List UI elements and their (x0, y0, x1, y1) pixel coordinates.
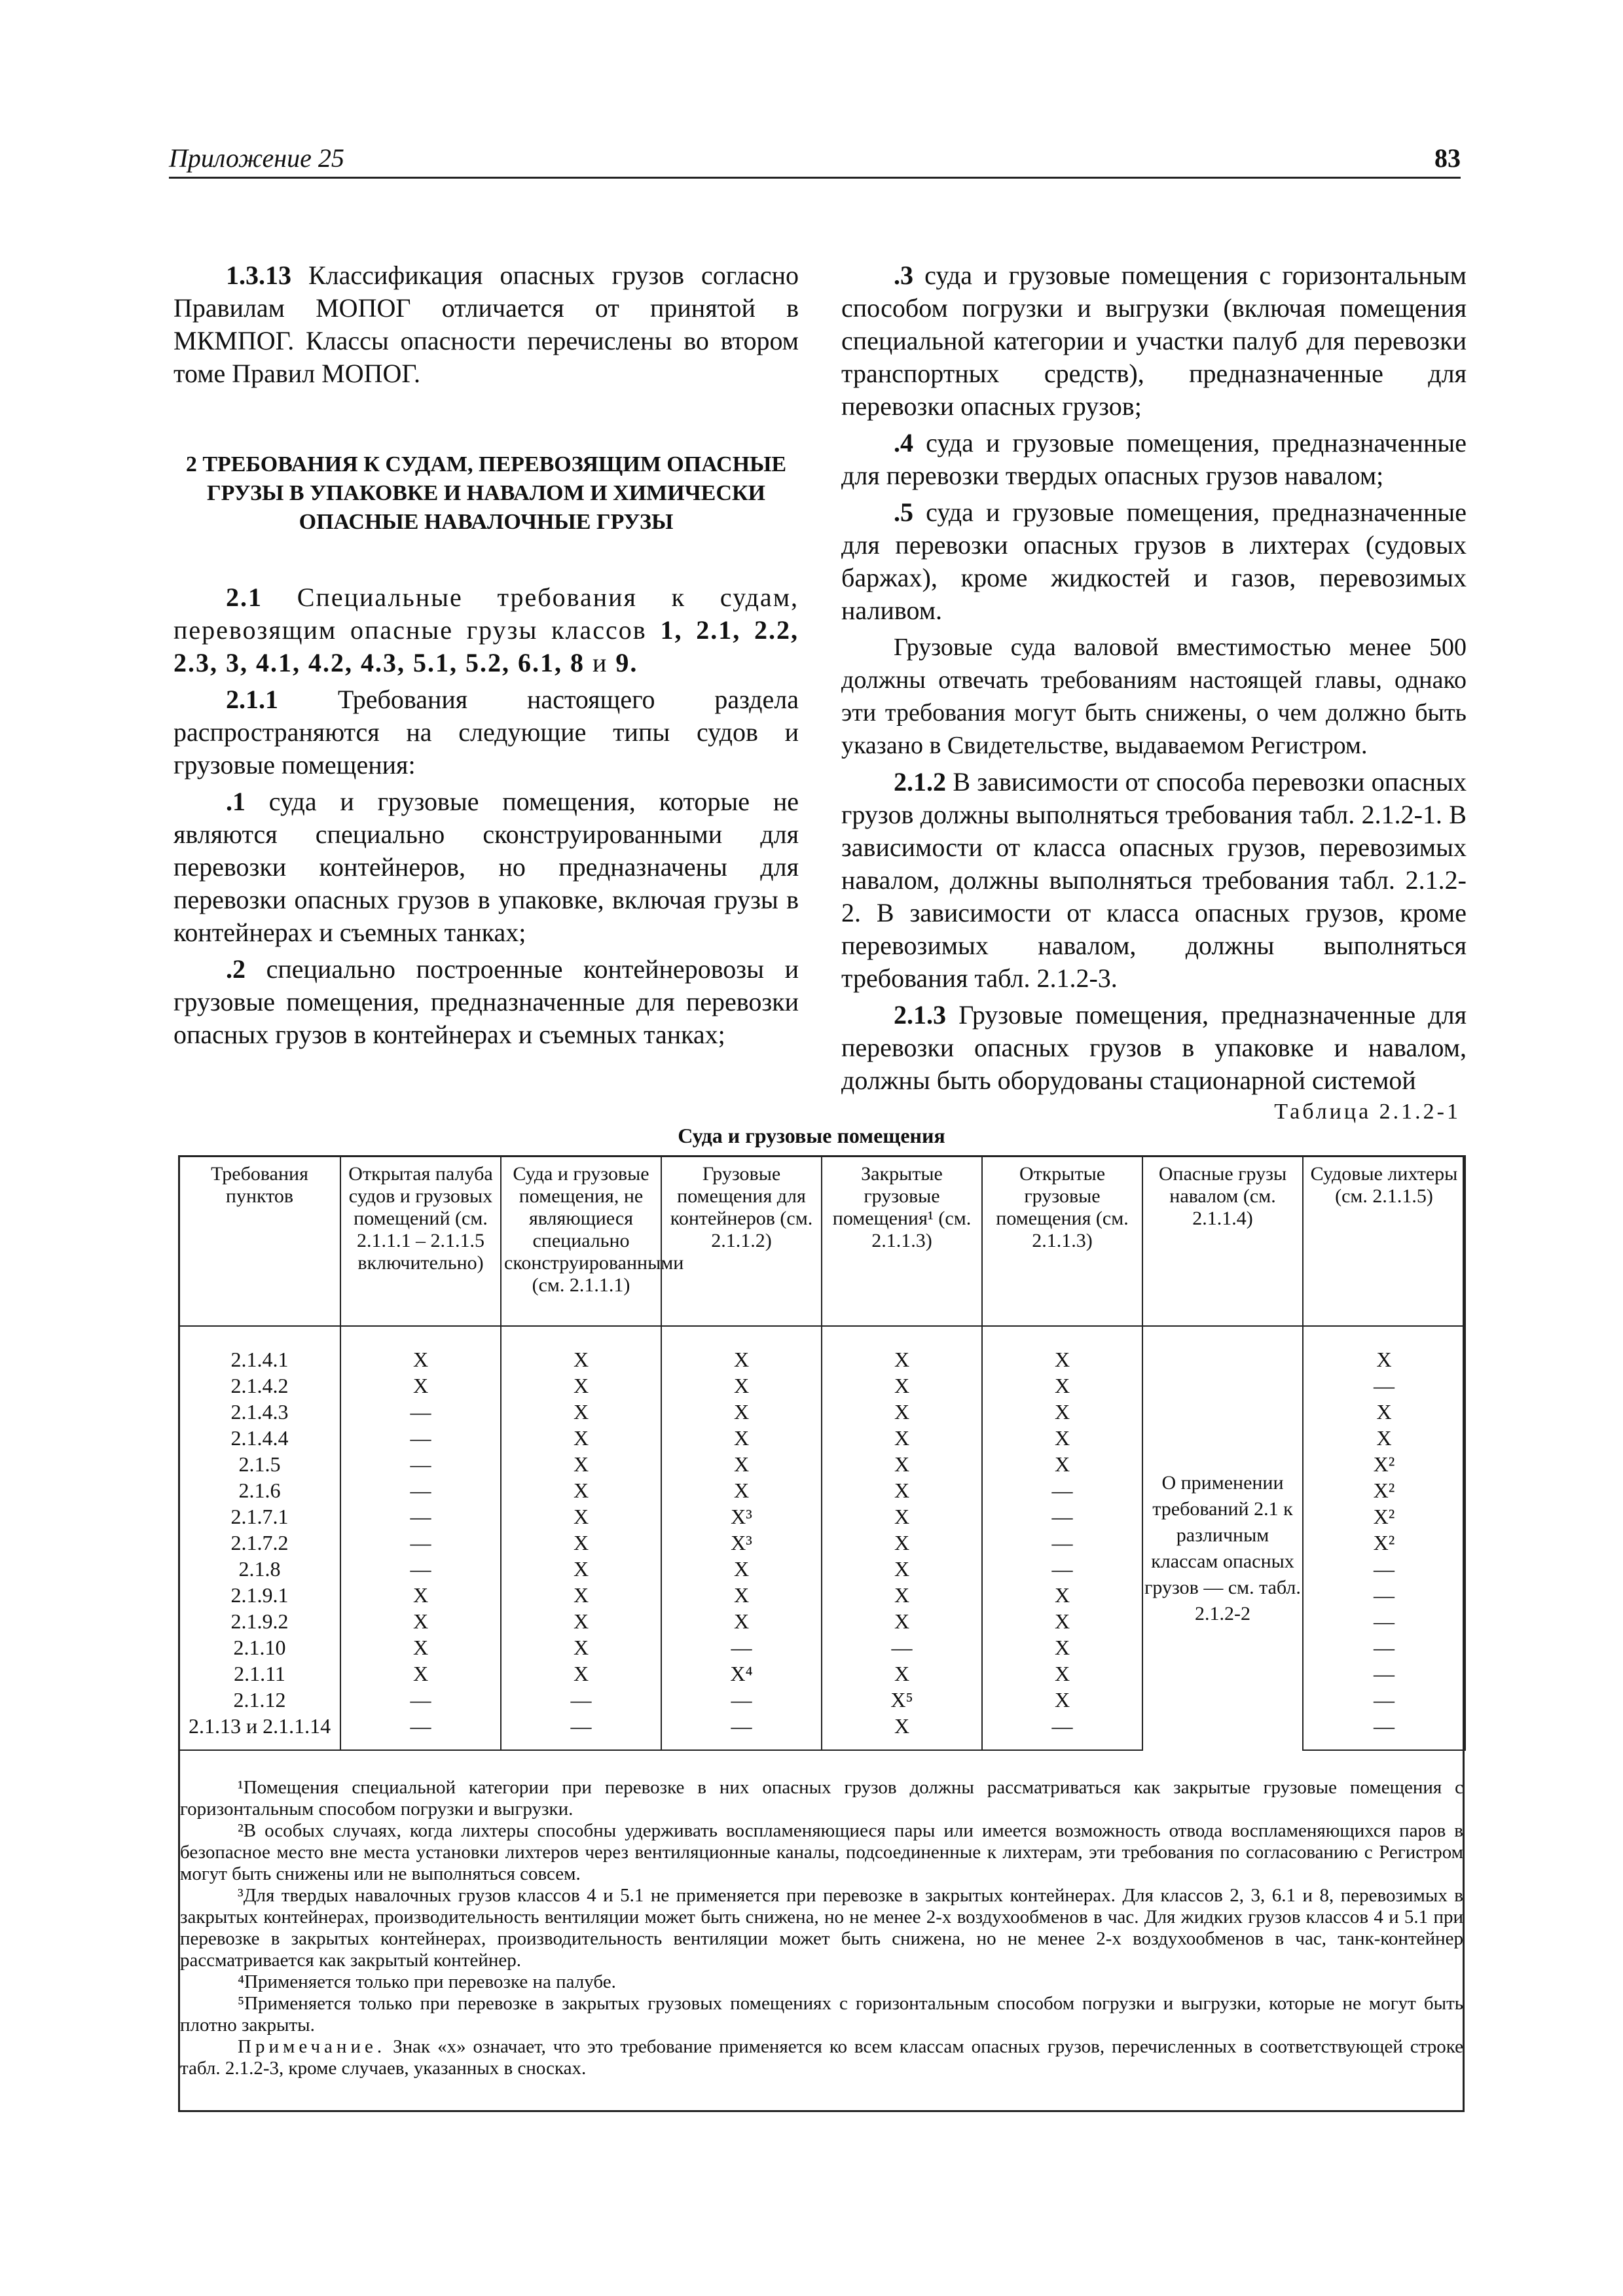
table-cell: — (982, 1556, 1142, 1582)
paragraph-text: В зависимости от способа перевозки опасных грузов должны выполняться требования табл. 2.1.2-1. В зависимости от класса опасных грузов, перевозимых навалом, должны выполняться требования табл. 2.1.2-2. В зависимости от класса опасных грузов, кроме перевозимых навалом, должны выполняться требования табл. 2.1.2-3. (841, 767, 1467, 993)
table-cell: X (661, 1451, 822, 1477)
item-number: .1 (226, 787, 246, 816)
table-header-row (179, 1155, 1465, 1326)
section-title: 2 ТРЕБОВАНИЯ К СУДАМ, ПЕРЕВОЗЯЩИМ ОПАСНЫЕ ГРУЗЫ В УПАКОВКЕ И НАВАЛОМ И ХИМИЧЕСКИ ОПАСНЫЕ НАВАЛОЧНЫЕ ГРУЗЫ (185, 452, 787, 534)
item-number: .3 (894, 260, 913, 290)
table-cell: X² (1303, 1530, 1465, 1556)
class-last: 9. (615, 648, 638, 677)
item-text: суда и грузовые помещения, которые не являются специально сконструированными для перевозки контейнеров, но предназначены для перевозки опасных грузов в упаковке, включая грузы в контейнерах и съемных танках; (173, 787, 799, 947)
table-cell: X (982, 1687, 1142, 1713)
paragraph-2-1-1 (173, 683, 799, 781)
table-cell: X (340, 1326, 501, 1372)
table-cell: X (501, 1372, 661, 1399)
row-label-cell: 2.1.4.2 (179, 1372, 340, 1399)
item-text: суда и грузовые помещения, предназначенные для перевозки твердых опасных грузов навалом; (841, 428, 1467, 490)
table-cell: X (340, 1582, 501, 1608)
header-rule (169, 177, 1461, 179)
table-cell: — (1303, 1608, 1465, 1634)
header-cell: Суда и грузовые помещения, не являющиеся специально сконструированными (см. 2.1.1.1) (501, 1155, 661, 1326)
paragraph-small-ships: Грузовые суда валовой вместимостью менее 500 должны отвечать требованиям настоящей главы, однако эти требования могут быть снижены, о чем должно быть указано в Свидетельстве, выдаваемом Регистром. (841, 634, 1467, 759)
table-cell: X (661, 1582, 822, 1608)
table-cell: — (340, 1425, 501, 1451)
list-item-5 (841, 496, 1467, 627)
table-cell: X (982, 1608, 1142, 1634)
table-note (180, 2036, 1463, 2079)
table-cell: — (1303, 1687, 1465, 1713)
table-cell: X (501, 1477, 661, 1503)
table-cell: X³ (661, 1530, 822, 1556)
table-cell: — (340, 1503, 501, 1530)
row-label-cell: 2.1.4.3 (179, 1399, 340, 1425)
table-cell: X (1303, 1425, 1465, 1451)
table-cell: — (340, 1399, 501, 1425)
row-label-cell: 2.1.4.4 (179, 1425, 340, 1451)
clause-number: 2.1 (226, 583, 263, 612)
left-column (173, 259, 799, 1055)
table-cell: X (822, 1660, 982, 1687)
table-cell: X (822, 1503, 982, 1530)
table-cell: — (340, 1713, 501, 1750)
header-cell: Грузовые помещения для контейнеров (см. 2.1.1.2) (661, 1155, 822, 1326)
table-cell: — (822, 1634, 982, 1660)
header-cell: Открытые грузовые помещения (см. 2.1.1.3) (982, 1155, 1142, 1326)
table-cell: X (501, 1582, 661, 1608)
list-item-3 (841, 259, 1467, 423)
table-cell: X (982, 1582, 1142, 1608)
row-label-cell: 2.1.4.1 (179, 1326, 340, 1372)
list-item-2 (173, 953, 799, 1051)
table-row (179, 1326, 1465, 1372)
footnote: ²В особых случаях, когда лихтеры способны удерживать воспламеняющиеся пары или имеется возможность отвода воспламеняющихся паров в безопасное место вне места установки лихтеров через вентиляционные каналы, подсоединенные к лихтерам, эти требования по согласованию с Регистром могут быть снижены или не выполняться совсем. (180, 1820, 1463, 1884)
table-cell: X (501, 1399, 661, 1425)
footnote: ¹Помещения специальной категории при перевозке в них опасных грузов должны рассматриваться как закрытые грузовые помещения с горизонтальным способом погрузки и выгрузки. (180, 1777, 1463, 1820)
table-cell: X (340, 1634, 501, 1660)
list-item-4 (841, 427, 1467, 492)
note-label: Примечание. (238, 2036, 386, 2057)
table-body (179, 1326, 1465, 1750)
paragraph-text: Специальные требования к судам, перевозящим опасные грузы классов (173, 583, 799, 645)
row-label-cell: 2.1.7.1 (179, 1503, 340, 1530)
list-item-1 (173, 785, 799, 949)
item-number: .4 (894, 428, 913, 457)
table-cell: — (982, 1503, 1142, 1530)
row-label-cell: 2.1.13 и 2.1.1.14 (179, 1713, 340, 1750)
table-cell: X (501, 1556, 661, 1582)
table-cell: X (982, 1660, 1142, 1687)
header-cell: Требования пунктов (179, 1155, 340, 1326)
paragraph-2-1 (173, 581, 799, 679)
table-cell: X (982, 1634, 1142, 1660)
table-cell: X (822, 1530, 982, 1556)
table-cell: — (340, 1477, 501, 1503)
table-cell: — (1303, 1634, 1465, 1660)
table-cell: X (501, 1634, 661, 1660)
table-cell: X (501, 1503, 661, 1530)
table-cell: X (661, 1326, 822, 1372)
row-label-cell: 2.1.11 (179, 1660, 340, 1687)
table-cell: X (982, 1326, 1142, 1372)
clause-number: 2.1.3 (894, 1000, 946, 1030)
footnote: ⁵Применяется только при перевозке в закрытых грузовых помещениях с горизонтальным способом погрузки и выгрузки, которые не могут быть плотно закрыты. (180, 1993, 1463, 2036)
table-number: Таблица 2.1.2-1 (1274, 1100, 1461, 1124)
table-cell: — (661, 1687, 822, 1713)
class-list: 1, 2.1, 2.2, 2.3, 3, 4.1, 4.2, 4.3, 5.1, 5.2, 6.1, 8 (173, 615, 799, 677)
table-cell: — (1303, 1582, 1465, 1608)
paragraph-text: Грузовые помещения, предназначенные для перевозки опасных грузов в упаковке и навалом, должны быть оборудованы стационарной системой (841, 1000, 1467, 1095)
row-label-cell: 2.1.10 (179, 1634, 340, 1660)
table-cell: — (340, 1556, 501, 1582)
table-cell: X (661, 1477, 822, 1503)
table-cell: X² (1303, 1451, 1465, 1477)
paragraph-2-1-3 (841, 999, 1467, 1097)
row-label-cell: 2.1.9.2 (179, 1608, 340, 1634)
table-cell: X (822, 1556, 982, 1582)
table-cell: X (501, 1451, 661, 1477)
footnote: ³Для твердых навалочных грузов классов 4 и 5.1 не применяется при перевозке в закрытых контейнерах. Для классов 2, 3, 6.1 и 8, перевозимых в закрытых контейнерах, производительность вентиляции может быть снижена, но не менее 2-х воздухообменов в час. Для жидких грузов классов 4 и 5.1 при перевозке в закрытых контейнерах, производительность вентиляции может быть снижена, но не менее 2-х воздухообменов в час, танк-контейнер рассматривается как закрытый контейнер. (180, 1885, 1463, 1971)
table-cell: X (340, 1660, 501, 1687)
table-cell: — (501, 1687, 661, 1713)
table-cell: — (982, 1713, 1142, 1750)
table-cell: — (340, 1530, 501, 1556)
table-cell: — (340, 1451, 501, 1477)
table-cell: X (822, 1326, 982, 1372)
row-label-cell: 2.1.7.2 (179, 1530, 340, 1556)
header-cell: Закрытые грузовые помещения¹ (см. 2.1.1.3) (822, 1155, 982, 1326)
row-label-cell: 2.1.9.1 (179, 1582, 340, 1608)
table-cell: X (982, 1399, 1142, 1425)
table-cell: X (501, 1608, 661, 1634)
header-cell: Судовые лихтеры (см. 2.1.1.5) (1303, 1155, 1465, 1326)
table-cell: X (501, 1660, 661, 1687)
table-cell: X⁴ (661, 1660, 822, 1687)
item-text: специально построенные контейнеровозы и грузовые помещения, предназначенные для перевозки опасных грузов в контейнерах и съемных танках; (173, 954, 799, 1049)
table-footnotes (180, 1777, 1463, 2079)
table-cell: — (661, 1634, 822, 1660)
clause-number: 2.1.2 (894, 767, 946, 797)
table-cell: X³ (661, 1503, 822, 1530)
paragraph-1-3-13 (173, 259, 799, 390)
table-cell: X (822, 1477, 982, 1503)
table-cell: X (822, 1425, 982, 1451)
item-text: суда и грузовые помещения с горизонтальным способом погрузки и выгрузки (включая помещения специальной категории и участки палуб для перевозки транспортных средств), предназначенные для перевозки опасных грузов; (841, 260, 1467, 421)
header-cell: Опасные грузы навалом (см. 2.1.1.4) (1142, 1155, 1303, 1326)
item-number: .2 (226, 954, 246, 984)
table-cell: X (661, 1399, 822, 1425)
table-cell: X (982, 1425, 1142, 1451)
row-label-cell: 2.1.8 (179, 1556, 340, 1582)
clause-number: 1.3.13 (226, 260, 291, 290)
table-caption: Суда и грузовые помещения (678, 1124, 945, 1147)
paragraph-text: Требования настоящего раздела распространяются на следующие типы судов и грузовые помещения: (173, 685, 799, 780)
right-column (841, 259, 1467, 1101)
table-cell: X (501, 1530, 661, 1556)
table-cell: X (822, 1451, 982, 1477)
table-cell: — (1303, 1660, 1465, 1687)
note-text: Знак «x» означает, что это требование применяется ко всем классам опасных грузов, перечисленных в соответствующей строке табл. 2.1.2-3, кроме случаев, указанных в сносках. (180, 2036, 1463, 2079)
header-cell: Открытая палуба судов и грузовых помещений (см. 2.1.1.1 – 2.1.1.5 включительно) (340, 1155, 501, 1326)
table-cell: X (661, 1556, 822, 1582)
paragraph-text: Классификация опасных грузов согласно Правилам МОПОГ отличается от принятой в МКМПОГ. Классы опасности перечислены во втором томе Правил МОПОГ. (173, 260, 799, 388)
table-cell: X (661, 1425, 822, 1451)
row-label-cell: 2.1.12 (179, 1687, 340, 1713)
table-cell: — (1303, 1713, 1465, 1750)
table-cell: X (661, 1372, 822, 1399)
conjunction: и (585, 648, 616, 677)
row-label-cell: 2.1.6 (179, 1477, 340, 1503)
table-cell: — (1303, 1372, 1465, 1399)
table-cell: X (661, 1608, 822, 1634)
table-cell: — (340, 1687, 501, 1713)
table-cell: X² (1303, 1503, 1465, 1530)
row-label-cell: 2.1.5 (179, 1451, 340, 1477)
table-cell: X² (1303, 1477, 1465, 1503)
table-cell: X (340, 1372, 501, 1399)
table-cell: X (822, 1713, 982, 1750)
table-cell: X (982, 1372, 1142, 1399)
table-cell: X (1303, 1326, 1465, 1372)
table-cell: — (982, 1477, 1142, 1503)
table-cell: — (1303, 1556, 1465, 1582)
table-cell: X (501, 1326, 661, 1372)
item-text: суда и грузовые помещения, предназначенные для перевозки опасных грузов в лихтерах (судовых баржах), кроме жидкостей и газов, перевозимых наливом. (841, 497, 1467, 625)
paragraph-2-1-2 (841, 766, 1467, 995)
table-cell: X (340, 1608, 501, 1634)
table-cell: X (822, 1372, 982, 1399)
table-cell: X (501, 1425, 661, 1451)
table-cell: X (1303, 1399, 1465, 1425)
item-number: .5 (894, 497, 913, 527)
page-number: 83 (1434, 143, 1461, 173)
table-cell: X (822, 1399, 982, 1425)
clause-number: 2.1.1 (226, 685, 278, 714)
table-cell: — (982, 1530, 1142, 1556)
table-cell: X (982, 1451, 1142, 1477)
table-cell: X (822, 1582, 982, 1608)
table-cell: — (661, 1713, 822, 1750)
footnote: ⁴Применяется только при перевозке на палубе. (238, 1971, 616, 1992)
running-header: Приложение 25 (169, 143, 344, 173)
table-cell: X⁵ (822, 1687, 982, 1713)
table-cell: — (501, 1713, 661, 1750)
bulk-cargo-merged-cell: О применении требований 2.1 к различным классам опасных грузов — см. табл. 2.1.2-2 (1142, 1326, 1303, 1750)
requirements-table (178, 1155, 1466, 1751)
table-cell: X (822, 1608, 982, 1634)
